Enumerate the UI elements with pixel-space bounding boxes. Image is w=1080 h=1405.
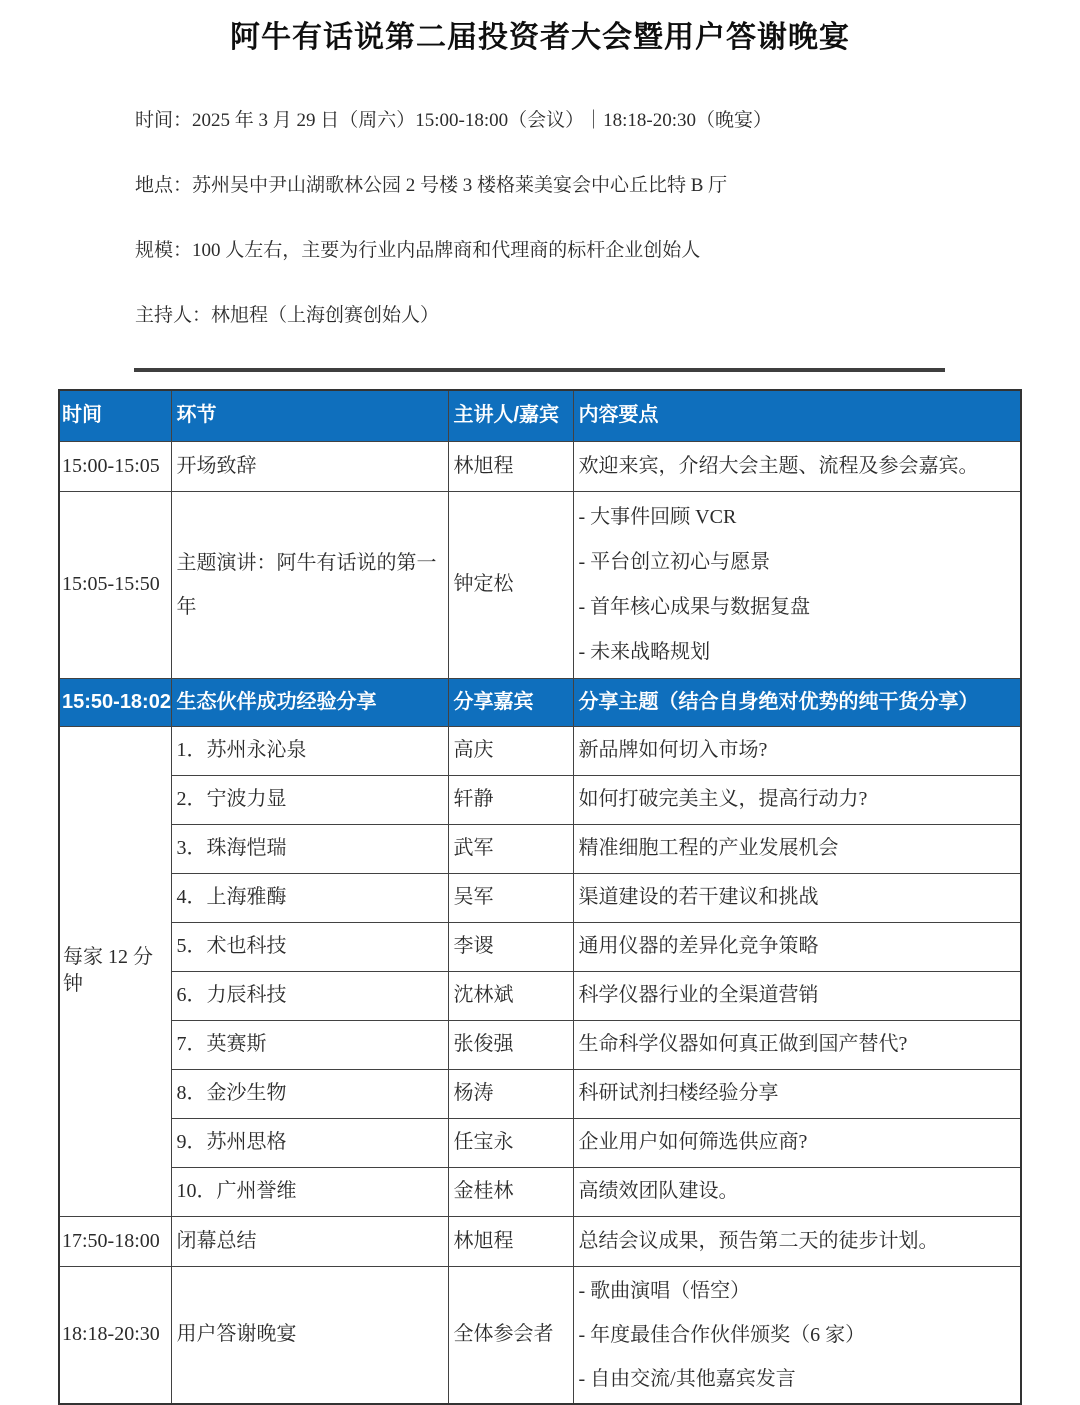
meta-host: 主持人：林旭程（上海创赛创始人） — [135, 305, 440, 326]
guest-cell: 武军 — [448, 824, 573, 873]
topic-cell: 高绩效团队建设。 — [573, 1167, 1021, 1216]
time-cell: 15:05-15:50 — [59, 491, 171, 678]
event-meta — [135, 108, 1080, 329]
time-cell: 18:18-20:30 — [59, 1266, 171, 1404]
meta-time: 时间：2025 年 3 月 29 日（周六）15:00-18:00（会议）｜18:18-20:30（晚宴） — [135, 110, 773, 131]
table-row-closing — [59, 1216, 1021, 1266]
header-segment: 环节 — [171, 390, 448, 441]
speaker-cell: 钟定松 — [448, 491, 573, 678]
table-row-sharing-8 — [59, 1069, 1021, 1118]
guest-cell: 任宝永 — [448, 1118, 573, 1167]
speaker-cell: 全体参会者 — [448, 1266, 573, 1404]
company-cell: 1．苏州永沁泉 — [171, 726, 448, 775]
horizontal-divider — [134, 368, 945, 372]
bullet-item: - 年度最佳合作伙伴颁奖（6 家） — [578, 1323, 866, 1346]
segment-cell: 生态伙伴成功经验分享 — [171, 678, 448, 726]
topic-cell: 企业用户如何筛选供应商? — [573, 1118, 1021, 1167]
guest-cell: 沈林斌 — [448, 971, 573, 1020]
company-cell: 4．上海雅酶 — [171, 873, 448, 922]
table-row-sharing-6 — [59, 971, 1021, 1020]
table-row-sharing-4 — [59, 873, 1021, 922]
segment-cell: 开场致辞 — [171, 441, 448, 491]
speaker-cell: 分享嘉宾 — [448, 678, 573, 726]
table-row-keynote — [59, 491, 1021, 678]
table-row-sharing-2 — [59, 775, 1021, 824]
table-row-dinner — [59, 1266, 1021, 1404]
table-row-sharing-header — [59, 678, 1021, 726]
points-cell: 分享主题（结合自身绝对优势的纯干货分享） — [573, 678, 1021, 726]
agenda-section — [58, 389, 1080, 1405]
topic-cell: 科学仪器行业的全渠道营销 — [573, 971, 1021, 1020]
company-cell: 9．苏州思格 — [171, 1118, 448, 1167]
time-cell: 17:50-18:00 — [59, 1216, 171, 1266]
table-row-sharing-7 — [59, 1020, 1021, 1069]
guest-cell: 杨涛 — [448, 1069, 573, 1118]
table-header-row — [59, 390, 1021, 441]
bullet-item: - 首年核心成果与数据复盘 — [578, 595, 811, 618]
time-cell: 15:00-15:05 — [59, 441, 171, 491]
topic-cell: 精准细胞工程的产业发展机会 — [573, 824, 1021, 873]
bullet-item: - 歌曲演唱（悟空） — [578, 1279, 751, 1302]
guest-cell: 李谡 — [448, 922, 573, 971]
table-row-opening — [59, 441, 1021, 491]
guest-cell: 张俊强 — [448, 1020, 573, 1069]
time-cell: 15:50-18:02 — [59, 678, 171, 726]
topic-cell: 科研试剂扫楼经验分享 — [573, 1069, 1021, 1118]
header-time: 时间 — [59, 390, 171, 441]
segment-cell: 主题演讲：阿牛有话说的第一年 — [171, 491, 448, 678]
points-cell — [573, 1266, 1021, 1404]
agenda-table — [58, 389, 1022, 1405]
topic-cell: 渠道建设的若干建议和挑战 — [573, 873, 1021, 922]
table-row-sharing-10 — [59, 1167, 1021, 1216]
speaker-cell: 林旭程 — [448, 441, 573, 491]
segment-cell: 闭幕总结 — [171, 1216, 448, 1266]
bullet-item: - 自由交流/其他嘉宾发言 — [578, 1367, 796, 1390]
topic-cell: 生命科学仪器如何真正做到国产替代? — [573, 1020, 1021, 1069]
duration-note-cell: 每家 12 分钟 — [59, 726, 171, 1216]
bullet-item: - 平台创立初心与愿景 — [578, 550, 771, 573]
page-title: 阿牛有话说第二届投资者大会暨用户答谢晚宴 — [230, 21, 850, 54]
points-cell: 欢迎来宾，介绍大会主题、流程及参会嘉宾。 — [573, 441, 1021, 491]
bullet-list — [579, 495, 1016, 675]
company-cell: 10．广州誉维 — [171, 1167, 448, 1216]
topic-cell: 新品牌如何切入市场? — [573, 726, 1021, 775]
company-cell: 7．英赛斯 — [171, 1020, 448, 1069]
header-points: 内容要点 — [573, 390, 1021, 441]
meta-scale: 规模：100 人左右，主要为行业内品牌商和代理商的标杆企业创始人 — [135, 240, 701, 261]
company-cell: 6．力辰科技 — [171, 971, 448, 1020]
guest-cell: 金桂林 — [448, 1167, 573, 1216]
guest-cell: 轩静 — [448, 775, 573, 824]
bullet-list — [579, 1269, 1016, 1401]
points-cell — [573, 491, 1021, 678]
company-cell: 2．宁波力显 — [171, 775, 448, 824]
company-cell: 5．术也科技 — [171, 922, 448, 971]
header-speaker: 主讲人/嘉宾 — [448, 390, 573, 441]
table-row-sharing-9 — [59, 1118, 1021, 1167]
guest-cell: 吴军 — [448, 873, 573, 922]
table-row-sharing-3 — [59, 824, 1021, 873]
speaker-cell: 林旭程 — [448, 1216, 573, 1266]
company-cell: 3．珠海恺瑞 — [171, 824, 448, 873]
table-row-sharing-5 — [59, 922, 1021, 971]
meta-venue: 地点：苏州吴中尹山湖歌林公园 2 号楼 3 楼格莱美宴会中心丘比特 B 厅 — [135, 175, 728, 196]
guest-cell: 高庆 — [448, 726, 573, 775]
topic-cell: 通用仪器的差异化竞争策略 — [573, 922, 1021, 971]
company-cell: 8．金沙生物 — [171, 1069, 448, 1118]
topic-cell: 如何打破完美主义，提高行动力? — [573, 775, 1021, 824]
bullet-item: - 大事件回顾 VCR — [578, 505, 737, 528]
segment-cell: 用户答谢晚宴 — [171, 1266, 448, 1404]
bullet-item: - 未来战略规划 — [578, 640, 711, 663]
table-row-sharing-1 — [59, 726, 1021, 775]
points-cell: 总结会议成果，预告第二天的徒步计划。 — [573, 1216, 1021, 1266]
